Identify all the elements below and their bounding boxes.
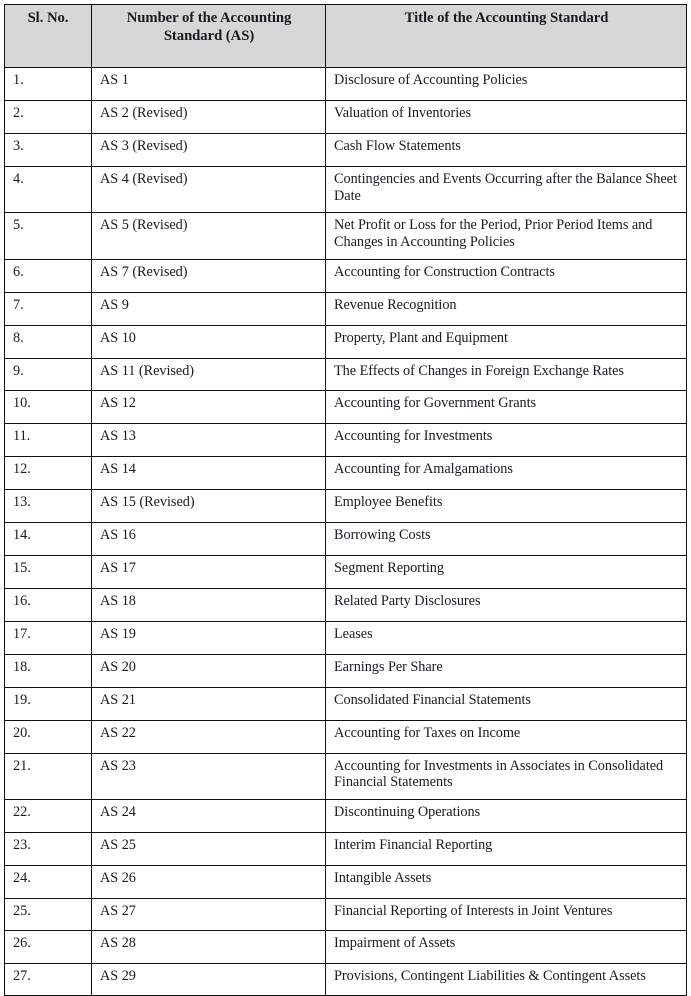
table-row (5, 687, 687, 720)
cell-as-title: The Effects of Changes in Foreign Exchange Rates (326, 358, 687, 390)
cell-as-title: Accounting for Investments (326, 423, 687, 456)
cell-sl-no: 1. (5, 68, 92, 101)
cell-as-number: AS 28 (92, 930, 326, 963)
table-row (5, 522, 687, 555)
cell-as-title: Impairment of Assets (326, 930, 687, 963)
cell-as-number: AS 21 (92, 687, 326, 720)
table-row (5, 292, 687, 325)
table-row (5, 865, 687, 898)
column-header-as-number (92, 5, 326, 68)
cell-as-number: AS 20 (92, 654, 326, 687)
cell-as-title: Disclosure of Accounting Policies (326, 68, 687, 101)
table-row (5, 799, 687, 832)
cell-as-title: Interim Financial Reporting (326, 832, 687, 865)
cell-sl-no: 5. (5, 213, 92, 259)
table-row (5, 390, 687, 423)
cell-sl-no: 19. (5, 687, 92, 720)
cell-sl-no: 25. (5, 898, 92, 930)
cell-sl-no: 2. (5, 101, 92, 134)
cell-as-title: Leases (326, 621, 687, 654)
column-header-as-number-line2: Standard (AS) (163, 27, 255, 44)
cell-sl-no: 10. (5, 390, 92, 423)
cell-as-title: Accounting for Taxes on Income (326, 720, 687, 753)
table-row (5, 213, 687, 259)
table-body (5, 68, 687, 995)
cell-as-number: AS 25 (92, 832, 326, 865)
table-row (5, 456, 687, 489)
cell-as-title: Valuation of Inventories (326, 101, 687, 134)
cell-as-title: Consolidated Financial Statements (326, 687, 687, 720)
table-row (5, 423, 687, 456)
table-row (5, 259, 687, 292)
cell-sl-no: 21. (5, 753, 92, 799)
cell-as-title: Accounting for Amalgamations (326, 456, 687, 489)
table-row (5, 68, 687, 101)
cell-sl-no: 6. (5, 259, 92, 292)
table-row (5, 753, 687, 799)
table-row (5, 358, 687, 390)
cell-sl-no: 16. (5, 588, 92, 621)
cell-as-title: Accounting for Construction Contracts (326, 259, 687, 292)
cell-as-number: AS 11 (Revised) (92, 358, 326, 390)
cell-sl-no: 4. (5, 167, 92, 213)
cell-as-title: Property, Plant and Equipment (326, 325, 687, 358)
cell-sl-no: 24. (5, 865, 92, 898)
cell-sl-no: 18. (5, 654, 92, 687)
table-row (5, 588, 687, 621)
cell-as-number: AS 14 (92, 456, 326, 489)
cell-as-number: AS 22 (92, 720, 326, 753)
cell-as-number: AS 1 (92, 68, 326, 101)
cell-as-number: AS 2 (Revised) (92, 101, 326, 134)
column-header-as-number-line1: Number of the Accounting (126, 10, 292, 26)
table-row (5, 555, 687, 588)
table-row (5, 654, 687, 687)
cell-sl-no: 9. (5, 358, 92, 390)
cell-as-number: AS 9 (92, 292, 326, 325)
table-row (5, 898, 687, 930)
cell-sl-no: 13. (5, 489, 92, 522)
cell-as-title: Accounting for Government Grants (326, 390, 687, 423)
cell-as-number: AS 17 (92, 555, 326, 588)
cell-sl-no: 20. (5, 720, 92, 753)
table-row (5, 134, 687, 167)
table-row (5, 101, 687, 134)
header-row (5, 5, 687, 68)
table-row (5, 930, 687, 963)
cell-as-number: AS 15 (Revised) (92, 489, 326, 522)
cell-sl-no: 26. (5, 930, 92, 963)
cell-sl-no: 11. (5, 423, 92, 456)
table-row (5, 832, 687, 865)
cell-sl-no: 27. (5, 963, 92, 995)
cell-as-title: Intangible Assets (326, 865, 687, 898)
cell-as-number: AS 24 (92, 799, 326, 832)
cell-as-title: Related Party Disclosures (326, 588, 687, 621)
cell-as-number: AS 10 (92, 325, 326, 358)
cell-as-title: Discontinuing Operations (326, 799, 687, 832)
cell-as-number: AS 23 (92, 753, 326, 799)
cell-sl-no: 7. (5, 292, 92, 325)
cell-sl-no: 12. (5, 456, 92, 489)
cell-sl-no: 22. (5, 799, 92, 832)
cell-sl-no: 17. (5, 621, 92, 654)
cell-as-number: AS 16 (92, 522, 326, 555)
cell-as-number: AS 5 (Revised) (92, 213, 326, 259)
cell-as-title: Accounting for Investments in Associates in Consolidated Financial Statements (326, 753, 687, 799)
table-row (5, 167, 687, 213)
accounting-standards-table (4, 4, 687, 996)
table-row (5, 621, 687, 654)
cell-sl-no: 8. (5, 325, 92, 358)
cell-as-title: Borrowing Costs (326, 522, 687, 555)
cell-as-title: Revenue Recognition (326, 292, 687, 325)
cell-as-title: Segment Reporting (326, 555, 687, 588)
cell-as-title: Employee Benefits (326, 489, 687, 522)
cell-as-number: AS 4 (Revised) (92, 167, 326, 213)
table-header (5, 5, 687, 68)
cell-as-number: AS 18 (92, 588, 326, 621)
cell-as-title: Cash Flow Statements (326, 134, 687, 167)
table-row (5, 325, 687, 358)
cell-sl-no: 15. (5, 555, 92, 588)
cell-sl-no: 23. (5, 832, 92, 865)
cell-as-title: Earnings Per Share (326, 654, 687, 687)
table-row (5, 963, 687, 995)
cell-as-title: Provisions, Contingent Liabilities & Contingent Assets (326, 963, 687, 995)
cell-as-number: AS 12 (92, 390, 326, 423)
column-header-sl-no (5, 5, 92, 68)
table-row (5, 720, 687, 753)
table-row (5, 489, 687, 522)
cell-as-number: AS 13 (92, 423, 326, 456)
column-header-sl-no-line1: Sl. No. (27, 10, 69, 26)
cell-as-title: Contingencies and Events Occurring after the Balance Sheet Date (326, 167, 687, 213)
cell-as-title: Financial Reporting of Interests in Joint Ventures (326, 898, 687, 930)
cell-as-number: AS 19 (92, 621, 326, 654)
column-header-as-title (326, 5, 687, 68)
cell-as-number: AS 7 (Revised) (92, 259, 326, 292)
cell-sl-no: 3. (5, 134, 92, 167)
cell-as-number: AS 29 (92, 963, 326, 995)
cell-as-number: AS 27 (92, 898, 326, 930)
column-header-as-title-line1: Title of the Accounting Standard (404, 10, 609, 26)
cell-as-title: Net Profit or Loss for the Period, Prior Period Items and Changes in Accounting Policies (326, 213, 687, 259)
cell-sl-no: 14. (5, 522, 92, 555)
cell-as-number: AS 26 (92, 865, 326, 898)
cell-as-number: AS 3 (Revised) (92, 134, 326, 167)
